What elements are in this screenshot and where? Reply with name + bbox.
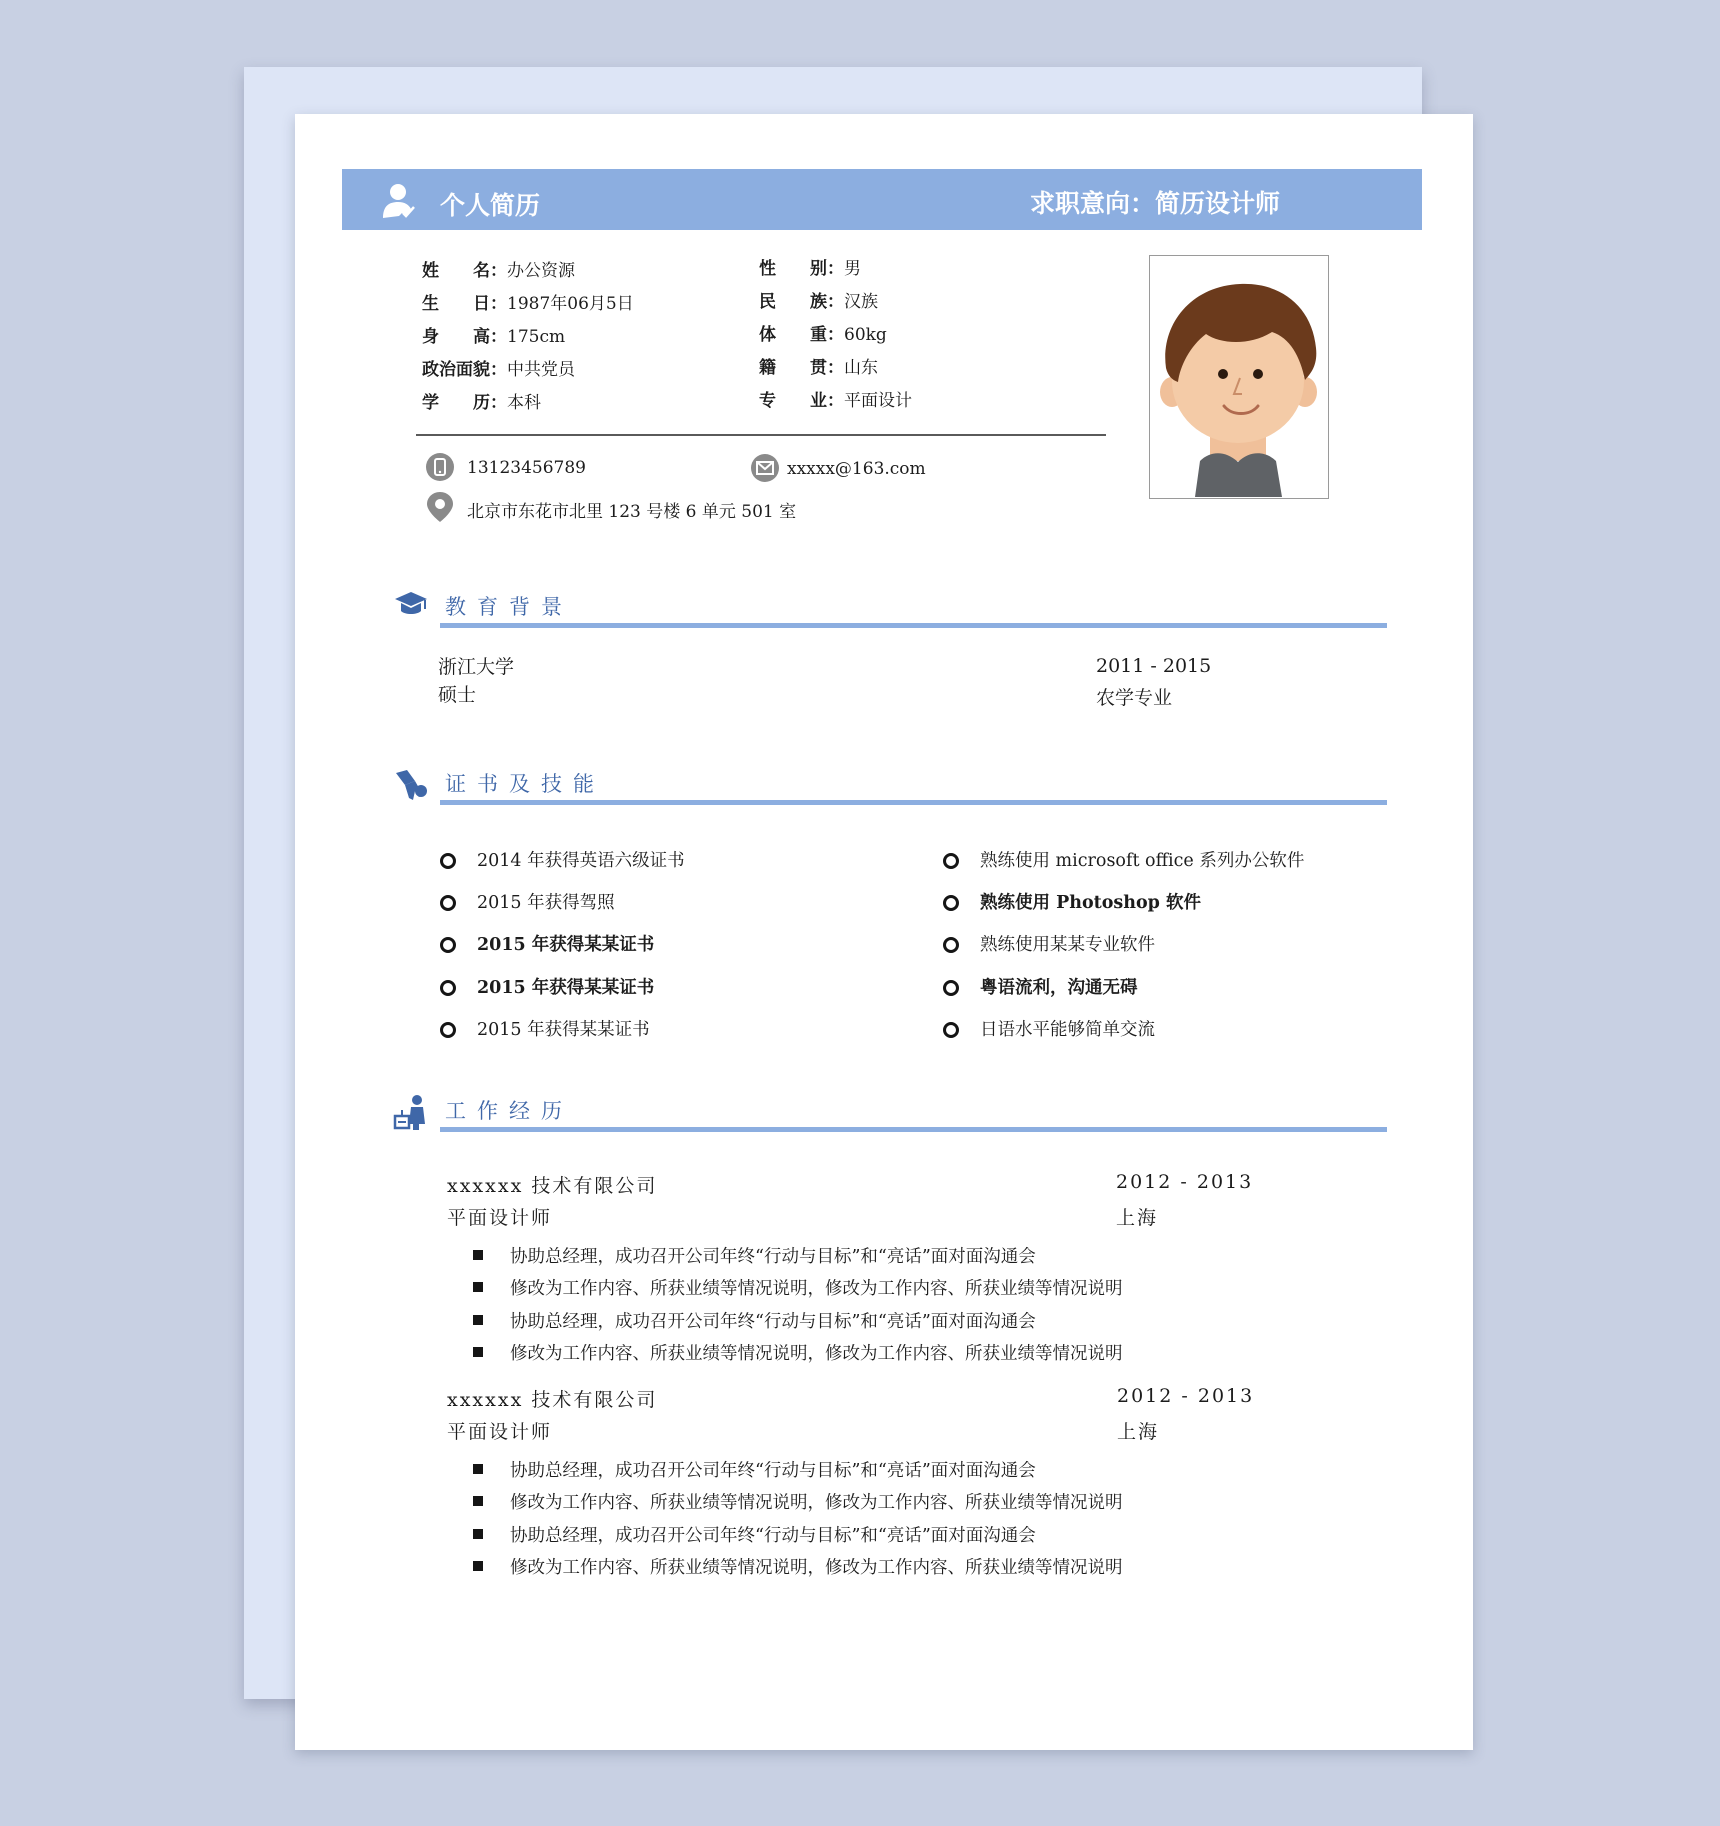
- skill-item: 日语水平能够简单交流: [980, 1020, 1155, 1040]
- company-name: xxxxxx 技术有限公司: [447, 1175, 658, 1197]
- duty-item: 修改为工作内容、所获业绩等情况说明，修改为工作内容、所获业绩等情况说明: [510, 1279, 1123, 1299]
- info-label: 体 重：: [759, 325, 844, 345]
- duty-item: 协助总经理，成功召开公司年终“行动与目标”和“亮话”面对面沟通会: [510, 1247, 1036, 1267]
- profile-photo: [1149, 255, 1329, 499]
- bullet-dot: [440, 937, 456, 953]
- info-label: 性 别：: [759, 259, 844, 279]
- degree: 硕士: [438, 684, 477, 706]
- info-row: [422, 289, 634, 314]
- resume-page: [295, 114, 1473, 1750]
- bullet-square: [473, 1315, 483, 1325]
- section-title-skills: 证书及技能: [445, 772, 605, 796]
- info-value: 1987年06月5日: [507, 294, 634, 314]
- skill-item: 粤语流利，沟通无碍: [980, 978, 1138, 998]
- job-city: 上海: [1116, 1207, 1159, 1229]
- location-icon: [425, 491, 455, 523]
- bullet-dot: [943, 937, 959, 953]
- skill-item: 熟练使用某某专业软件: [980, 935, 1155, 955]
- info-label: 学 历：: [422, 393, 507, 413]
- phone-number: 13123456789: [467, 458, 586, 478]
- info-value: 山东: [844, 358, 878, 378]
- info-value: 60kg: [844, 325, 887, 345]
- mail-icon: [750, 453, 780, 483]
- certificate-icon: [393, 767, 429, 803]
- bullet-dot: [440, 1022, 456, 1038]
- skill-item: 2015 年获得驾照: [477, 893, 615, 913]
- email-address: xxxxx@163.com: [787, 459, 926, 479]
- info-row: [759, 353, 878, 378]
- info-divider: [416, 434, 1106, 436]
- education-major: 农学专业: [1096, 687, 1173, 709]
- education-years: 2011 - 2015: [1096, 655, 1212, 677]
- info-row: [422, 355, 575, 380]
- skill-item: 熟练使用 microsoft office 系列办公软件: [980, 851, 1305, 871]
- info-value: 汉族: [844, 292, 878, 312]
- job-city: 上海: [1117, 1421, 1160, 1443]
- info-label: 姓 名：: [422, 261, 507, 281]
- info-label: 政治面貌：: [422, 360, 507, 380]
- info-row: [422, 322, 565, 347]
- bullet-square: [473, 1347, 483, 1357]
- skill-item: 2014 年获得英语六级证书: [477, 851, 685, 871]
- info-row: [422, 256, 575, 281]
- section-title-education: 教育背景: [445, 595, 573, 619]
- info-label: 籍 贯：: [759, 358, 844, 378]
- home-address: 北京市东花市北里 123 号楼 6 单元 501 室: [467, 502, 797, 522]
- duty-item: 修改为工作内容、所获业绩等情况说明，修改为工作内容、所获业绩等情况说明: [510, 1344, 1123, 1364]
- info-row: [759, 254, 861, 279]
- avatar: [1150, 256, 1327, 497]
- bullet-dot: [440, 895, 456, 911]
- bullet-square: [473, 1561, 483, 1571]
- job-position: 平面设计师: [447, 1207, 553, 1229]
- bullet-square: [473, 1496, 483, 1506]
- bullet-dot: [440, 853, 456, 869]
- skill-item: 2015 年获得某某证书: [477, 935, 655, 955]
- info-value: 男: [844, 259, 861, 279]
- company-name: xxxxxx 技术有限公司: [447, 1389, 658, 1411]
- bullet-square: [473, 1529, 483, 1539]
- info-row: [759, 386, 912, 411]
- info-value: 平面设计: [844, 391, 912, 411]
- worker-icon: [393, 1094, 431, 1132]
- info-row: [422, 388, 541, 413]
- skill-item: 2015 年获得某某证书: [477, 1020, 650, 1040]
- school-name: 浙江大学: [438, 656, 515, 678]
- info-value: 办公资源: [507, 261, 575, 281]
- job-position: 平面设计师: [447, 1421, 553, 1443]
- bullet-dot: [440, 980, 456, 996]
- info-row: [759, 320, 887, 345]
- info-label: 专 业：: [759, 391, 844, 411]
- info-row: [759, 287, 878, 312]
- bullet-square: [473, 1464, 483, 1474]
- info-value: 中共党员: [507, 360, 575, 380]
- job-objective: 求职意向：简历设计师: [1030, 189, 1281, 218]
- section-divider: [440, 800, 1387, 805]
- section-title-work: 工作经历: [445, 1099, 573, 1123]
- info-label: 生 日：: [422, 294, 507, 314]
- job-years: 2012 - 2013: [1117, 1385, 1255, 1407]
- user-icon: [381, 182, 417, 220]
- info-value: 175cm: [507, 327, 566, 347]
- phone-icon: [425, 452, 455, 482]
- resume-title: 个人简历: [440, 191, 541, 220]
- job-years: 2012 - 2013: [1116, 1171, 1254, 1193]
- info-label: 身 高：: [422, 327, 507, 347]
- duty-item: 协助总经理，成功召开公司年终“行动与目标”和“亮话”面对面沟通会: [510, 1526, 1036, 1546]
- skill-item: 2015 年获得某某证书: [477, 978, 655, 998]
- bullet-dot: [943, 980, 959, 996]
- duty-item: 协助总经理，成功召开公司年终“行动与目标”和“亮话”面对面沟通会: [510, 1312, 1036, 1332]
- bullet-square: [473, 1250, 483, 1260]
- bullet-dot: [943, 1022, 959, 1038]
- bullet-square: [473, 1282, 483, 1292]
- bullet-dot: [943, 853, 959, 869]
- section-divider: [440, 1127, 1387, 1132]
- duty-item: 协助总经理，成功召开公司年终“行动与目标”和“亮话”面对面沟通会: [510, 1461, 1036, 1481]
- info-value: 本科: [507, 393, 541, 413]
- section-divider: [440, 623, 1387, 628]
- duty-item: 修改为工作内容、所获业绩等情况说明，修改为工作内容、所获业绩等情况说明: [510, 1558, 1123, 1578]
- bullet-dot: [943, 895, 959, 911]
- info-label: 民 族：: [759, 292, 844, 312]
- graduation-cap-icon: [393, 589, 429, 619]
- skill-item: 熟练使用 Photoshop 软件: [980, 893, 1201, 913]
- duty-item: 修改为工作内容、所获业绩等情况说明，修改为工作内容、所获业绩等情况说明: [510, 1493, 1123, 1513]
